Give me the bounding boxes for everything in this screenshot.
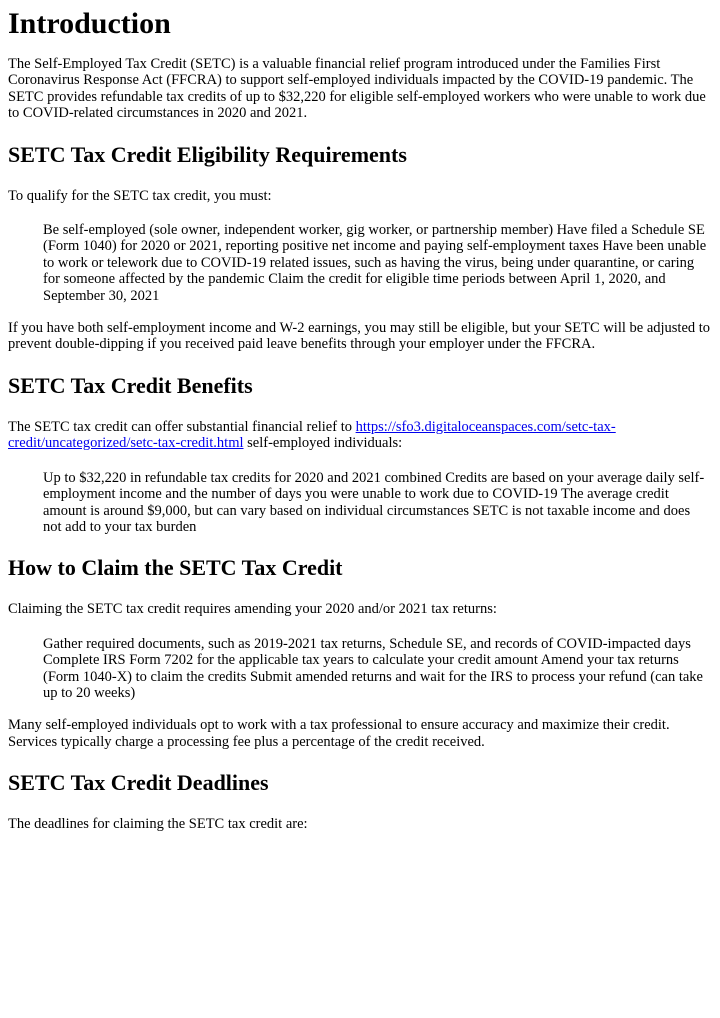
intro-heading: Introduction [8, 7, 171, 40]
intro-paragraph: The Self-Employed Tax Credit (SETC) is a valuable financial relief program introduced under the Families First Coronavirus Response Act (FFCRA) to support self-employed individuals impacted by the COVID-19 pandemic. The SETC provides refundable tax credits of up to $32,220 for eligible self-employed workers who were unable to work due to COVID-related circumstances in 2020 and 2021. [8, 56, 706, 122]
eligibility-lead: To qualify for the SETC tax credit, you must: [8, 187, 272, 204]
benefits-lead-before: The SETC tax credit can offer substantial financial relief to [8, 418, 356, 435]
claim-note: Many self-employed individuals opt to work with a tax professional to ensure accuracy and maximize their credit. Services typically charge a processing fee plus a percentage of the credit received. [8, 717, 670, 750]
benefits-heading: SETC Tax Credit Benefits [8, 372, 253, 398]
deadlines-lead: The deadlines for claiming the SETC tax credit are: [8, 816, 308, 833]
deadlines-heading: SETC Tax Credit Deadlines [8, 770, 269, 796]
claim-heading: How to Claim the SETC Tax Credit [8, 555, 343, 581]
eligibility-list: Be self-employed (sole owner, independent worker, gig worker, or partnership member) Have filed a Schedule SE (Form 1040) for 2020 or 2021, reporting positive net income and paying self-employment taxes Have been unable to work or telework due to COVID-19 related issues, such as having the virus, being under quarantine, or caring for someone affected by the pandemic Claim the credit for eligible time periods between April 1, 2020, and September 30, 2021 [43, 222, 707, 304]
eligibility-note: If you have both self-employment income and W-2 earnings, you may still be eligible, but your SETC will be adjusted to prevent double-dipping if you received paid leave benefits through your employer under the FFCRA. [8, 320, 711, 353]
benefits-lead-after: self-employed individuals: [243, 435, 403, 452]
claim-list: Gather required documents, such as 2019-2021 tax returns, Schedule SE, and records of COVID-impacted days Complete IRS Form 7202 for the applicable tax years to calculate your credit amount Amend your tax returns (Form 1040-X) to claim the credits Submit amended returns and wait for the IRS to process your refund (can take up to 20 weeks) [43, 635, 703, 701]
setc-credit-link[interactable]: https://sfo3.digitaloceanspaces.com/setc-tax-credit/uncategorized/setc-tax-credit.html [8, 418, 616, 452]
benefits-list: Up to $32,220 in refundable tax credits for 2020 and 2021 combined Credits are based on your average daily self-employment income and the number of days you were unable to work due to COVID-19 The average credit amount is around $9,000, but can vary based on individual circumstances SETC is not taxable income and does not add to your tax burden [43, 469, 705, 535]
benefits-lead [8, 419, 712, 452]
eligibility-heading: SETC Tax Credit Eligibility Requirements [8, 141, 407, 167]
claim-lead: Claiming the SETC tax credit requires amending your 2020 and/or 2021 tax returns: [8, 601, 497, 618]
